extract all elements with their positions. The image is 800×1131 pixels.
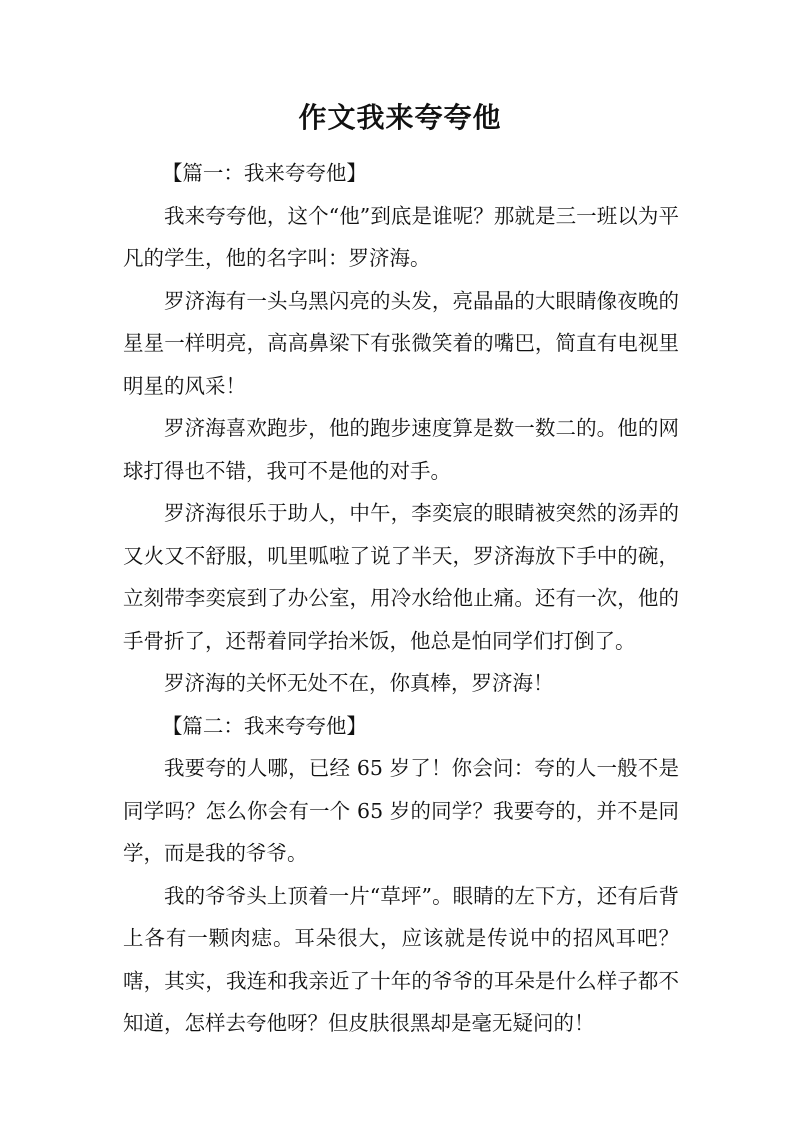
document-body — [123, 152, 679, 1045]
paragraph: 我要夸的人哪，已经 65 岁了！你会问：夸的人一般不是同学吗？怎么你会有一个 65 岁的同学？我要夸的，并不是同学，而是我的爷爷。 — [123, 756, 679, 865]
paragraph: 我来夸夸他，这个“他”到底是谁呢？那就是三一班以为平凡的学生，他的名字叫：罗济海。 — [123, 203, 679, 270]
section-heading-1: 【篇一：我来夸夸他】 — [161, 161, 367, 185]
section-heading-2: 【篇二：我来夸夸他】 — [161, 713, 367, 738]
paragraph: 罗济海的关怀无处不在，你真棒，罗济海！ — [164, 671, 554, 695]
document-title: 作文我来夸夸他 — [298, 101, 502, 134]
paragraph: 我的爷爷头上顶着一片“草坪”。眼睛的左下方，还有后背上各有一颗肉痣。耳朵很大，应该就是传说中的招风耳吧？嗐，其实，我连和我亲近了十年的爷爷的耳朵是什么样子都不知道，怎样去夸他呀？但皮肤很黑却是毫无疑问的！ — [123, 883, 679, 1035]
paragraph: 罗济海很乐于助人，中午，李奕宸的眼睛被突然的汤弄的又火又不舒服，叽里呱啦了说了半天，罗济海放下手中的碗，立刻带李奕宸到了办公室，用冷水给他止痛。还有一次，他的手骨折了，还帮着同学抬米饭，他总是怕同学们打倒了。 — [123, 501, 679, 653]
paragraph: 罗济海有一头乌黑闪亮的头发，亮晶晶的大眼睛像夜晚的星星一样明亮，高高鼻梁下有张微笑着的嘴巴，简直有电视里明星的风采！ — [123, 288, 679, 398]
paragraph: 罗济海喜欢跑步，他的跑步速度算是数一数二的。他的网球打得也不错，我可不是他的对手。 — [123, 416, 679, 483]
